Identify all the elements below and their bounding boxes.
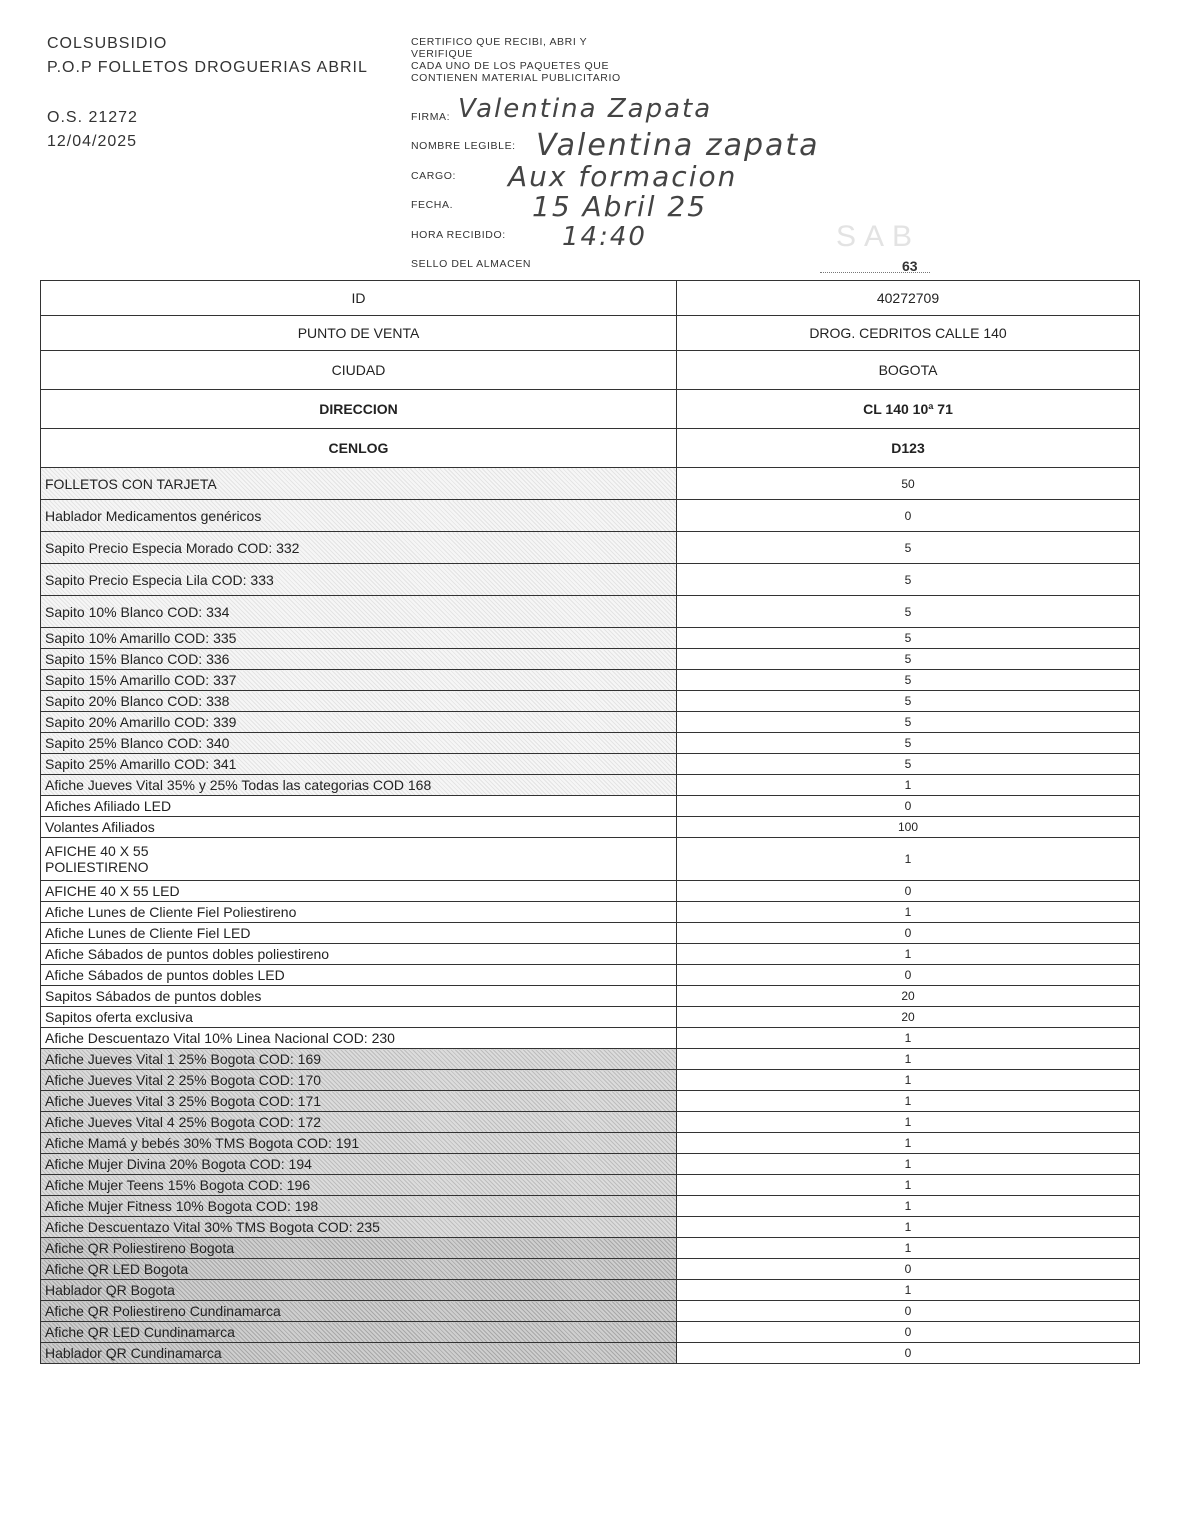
item-label-line: Afiche Jueves Vital 1 25% Bogota COD: 169 [45,1051,322,1067]
item-row [41,1154,1140,1175]
certificate-text [411,36,621,84]
item-label [41,1049,677,1070]
item-label-line: Afiche Lunes de Cliente Fiel Poliestireno [45,904,297,920]
item-label-line: Afiche Jueves Vital 3 25% Bogota COD: 171 [45,1093,322,1109]
item-row [41,923,1140,944]
stamp-number: 63 [902,258,918,274]
document-header [47,32,368,154]
item-row [41,902,1140,923]
item-quantity: 1 [677,1112,1140,1133]
item-label [41,468,677,500]
item-label [41,944,677,965]
item-label [41,1091,677,1112]
item-quantity: 1 [677,1196,1140,1217]
item-label [41,902,677,923]
item-label-line: Hablador QR Bogota [45,1282,175,1298]
item-quantity: 0 [677,881,1140,902]
order-number: O.S. 21272 [47,109,138,126]
info-row [41,316,1140,351]
sello-label: SELLO DEL ALMACEN [411,258,532,270]
item-label-line: Sapitos oferta exclusiva [45,1009,193,1025]
info-value: DROG. CEDRITOS CALLE 140 [677,316,1140,351]
item-label [41,986,677,1007]
item-label-line: Afiche Descuentazo Vital 10% Linea Nacional COD: 230 [45,1030,395,1046]
item-row [41,712,1140,733]
info-value: 40272709 [677,281,1140,316]
item-label-line: Afiche QR LED Cundinamarca [45,1324,235,1340]
item-label-line: Sapitos Sábados de puntos dobles [45,988,262,1004]
item-label [41,712,677,733]
item-label [41,1217,677,1238]
item-row [41,1280,1140,1301]
item-quantity: 5 [677,691,1140,712]
item-quantity: 1 [677,1280,1140,1301]
item-label [41,532,677,564]
item-row [41,1007,1140,1028]
item-label [41,1112,677,1133]
handwritten-name: Valentina zapata [536,128,820,163]
item-row [41,1343,1140,1364]
item-quantity: 5 [677,649,1140,670]
item-row [41,775,1140,796]
item-quantity: 1 [677,838,1140,881]
item-quantity: 5 [677,564,1140,596]
item-label [41,1238,677,1259]
item-row [41,986,1140,1007]
item-label-line: Afiche QR LED Bogota [45,1261,189,1277]
info-value: CL 140 10ª 71 [677,390,1140,429]
item-label [41,838,677,881]
item-quantity: 1 [677,775,1140,796]
item-quantity: 0 [677,1322,1140,1343]
item-quantity: 5 [677,712,1140,733]
item-quantity: 50 [677,468,1140,500]
item-label [41,691,677,712]
item-label [41,923,677,944]
item-row [41,881,1140,902]
item-row [41,1196,1140,1217]
item-row [41,1112,1140,1133]
cargo-label: CARGO: [411,170,457,182]
item-label-line: FOLLETOS CON TARJETA [45,475,217,492]
item-label [41,965,677,986]
item-label [41,628,677,649]
item-row [41,532,1140,564]
item-label [41,754,677,775]
certificate-line: CADA UNO DE LOS PAQUETES QUE [411,60,610,72]
item-label-line: Sapito 15% Amarillo COD: 337 [45,672,237,688]
item-label [41,817,677,838]
document-date: 12/04/2025 [47,133,138,150]
item-quantity: 1 [677,1049,1140,1070]
item-label-line: Afiche Mamá y bebés 30% TMS Bogota COD: 191 [45,1135,360,1151]
item-label-line: Sapito 20% Amarillo COD: 339 [45,714,237,730]
item-quantity: 5 [677,532,1140,564]
item-label-line: Sapito 20% Blanco COD: 338 [45,693,230,709]
item-label [41,649,677,670]
item-label-line: Hablador QR Cundinamarca [45,1345,222,1361]
handwritten-time: 14:40 [562,222,647,252]
item-quantity: 5 [677,733,1140,754]
item-label [41,1070,677,1091]
handwritten-position: Aux formacion [508,160,738,193]
item-row [41,817,1140,838]
item-row [41,1301,1140,1322]
item-quantity: 0 [677,965,1140,986]
item-row [41,1217,1140,1238]
item-row [41,691,1140,712]
item-row [41,628,1140,649]
item-row [41,944,1140,965]
document-subtitle: P.O.P FOLLETOS DROGUERIAS ABRIL [47,59,368,76]
item-label [41,1301,677,1322]
item-label-line: POLIESTIRENO [45,859,149,875]
item-quantity: 5 [677,628,1140,649]
item-quantity: 20 [677,986,1140,1007]
item-label-line: Afiche Sábados de puntos dobles poliestireno [45,946,330,962]
item-row [41,1049,1140,1070]
item-label-line: Volantes Afiliados [45,819,155,835]
item-label-line: Sapito 25% Blanco COD: 340 [45,735,230,751]
item-row [41,1259,1140,1280]
item-label-line: Afiche Mujer Divina 20% Bogota COD: 194 [45,1156,312,1172]
item-label-line: Sapito Precio Especia Morado COD: 332 [45,539,300,556]
certificate-line: VERIFIQUE [411,48,473,60]
item-label-line: Sapito 10% Blanco COD: 334 [45,603,230,620]
item-label-line: Afiche Mujer Teens 15% Bogota COD: 196 [45,1177,311,1193]
company-name: COLSUBSIDIO [47,35,168,52]
certificate-line: CONTIENEN MATERIAL PUBLICITARIO [411,72,621,84]
item-row [41,1070,1140,1091]
item-quantity: 0 [677,1301,1140,1322]
nombre-label: NOMBRE LEGIBLE: [411,140,516,152]
item-quantity: 0 [677,923,1140,944]
item-row [41,754,1140,775]
handwritten-date: 15 Abril 25 [532,190,708,223]
info-label: PUNTO DE VENTA [41,316,677,351]
item-label-line: AFICHE 40 X 55 [45,843,149,859]
item-label [41,670,677,691]
item-quantity: 1 [677,1070,1140,1091]
info-row [41,429,1140,468]
item-label [41,796,677,817]
item-label [41,500,677,532]
item-quantity: 20 [677,1007,1140,1028]
item-row [41,965,1140,986]
item-label [41,733,677,754]
item-row [41,1175,1140,1196]
info-row [41,390,1140,429]
delivery-table [40,280,1140,1364]
item-label-line: Afiche Jueves Vital 2 25% Bogota COD: 170 [45,1072,322,1088]
item-row [41,1133,1140,1154]
item-label-line: Sapito 10% Amarillo COD: 335 [45,630,237,646]
item-quantity: 0 [677,500,1140,532]
info-value: BOGOTA [677,351,1140,390]
item-label [41,1196,677,1217]
item-label-line: Afiche Jueves Vital 4 25% Bogota COD: 172 [45,1114,322,1130]
info-row [41,351,1140,390]
item-quantity: 1 [677,902,1140,923]
info-row [41,281,1140,316]
item-label [41,596,677,628]
item-row [41,670,1140,691]
item-quantity: 5 [677,596,1140,628]
item-row [41,649,1140,670]
item-label [41,1259,677,1280]
item-row [41,733,1140,754]
item-label [41,1007,677,1028]
item-label-line: Afiche Sábados de puntos dobles LED [45,967,285,983]
item-label [41,881,677,902]
faint-stamp-mark: SAB [836,220,921,253]
item-label-line: Afiches Afiliado LED [45,798,172,814]
item-label-line: Sapito Precio Especia Lila COD: 333 [45,571,274,588]
item-quantity: 1 [677,1175,1140,1196]
info-value: D123 [677,429,1140,468]
item-quantity: 5 [677,754,1140,775]
item-label-line: Afiche Descuentazo Vital 30% TMS Bogota COD: 235 [45,1219,380,1235]
firma-label: FIRMA: [411,111,451,123]
item-row [41,468,1140,500]
item-label [41,1175,677,1196]
item-quantity: 0 [677,796,1140,817]
item-label-line: Hablador Medicamentos genéricos [45,507,262,524]
certificate-line: CERTIFICO QUE RECIBI, ABRI Y [411,36,588,48]
item-label [41,564,677,596]
item-label-line: Sapito 25% Amarillo COD: 341 [45,756,237,772]
hora-label: HORA RECIBIDO: [411,229,506,241]
item-quantity: 1 [677,1091,1140,1112]
item-row [41,500,1140,532]
item-label [41,1343,677,1364]
item-label [41,1133,677,1154]
item-label-line: Sapito 15% Blanco COD: 336 [45,651,230,667]
item-row [41,1238,1140,1259]
item-label [41,1028,677,1049]
item-quantity: 1 [677,944,1140,965]
item-label-line: Afiche Mujer Fitness 10% Bogota COD: 198 [45,1198,319,1214]
item-label-line: AFICHE 40 X 55 LED [45,883,180,899]
info-label: CENLOG [41,429,677,468]
item-label-line: Afiche Jueves Vital 35% y 25% Todas las categorias COD 168 [45,777,432,793]
item-quantity: 1 [677,1238,1140,1259]
item-quantity: 0 [677,1343,1140,1364]
item-row [41,596,1140,628]
info-label: ID [41,281,677,316]
item-row [41,1091,1140,1112]
handwritten-signature: Valentina Zapata [458,94,713,124]
item-row [41,838,1140,881]
item-quantity: 1 [677,1133,1140,1154]
item-row [41,796,1140,817]
item-label-line: Afiche QR Poliestireno Bogota [45,1240,235,1256]
item-label [41,1322,677,1343]
info-label: CIUDAD [41,351,677,390]
item-row [41,1322,1140,1343]
item-quantity: 1 [677,1154,1140,1175]
item-quantity: 0 [677,1259,1140,1280]
item-label-line: Afiche Lunes de Cliente Fiel LED [45,925,251,941]
item-label-line: Afiche QR Poliestireno Cundinamarca [45,1303,281,1319]
item-label [41,1154,677,1175]
item-quantity: 1 [677,1217,1140,1238]
info-label: DIRECCION [41,390,677,429]
item-row [41,1028,1140,1049]
item-quantity: 5 [677,670,1140,691]
item-quantity: 100 [677,817,1140,838]
item-label [41,775,677,796]
fecha-label: FECHA. [411,199,454,211]
item-label [41,1280,677,1301]
item-quantity: 1 [677,1028,1140,1049]
item-row [41,564,1140,596]
